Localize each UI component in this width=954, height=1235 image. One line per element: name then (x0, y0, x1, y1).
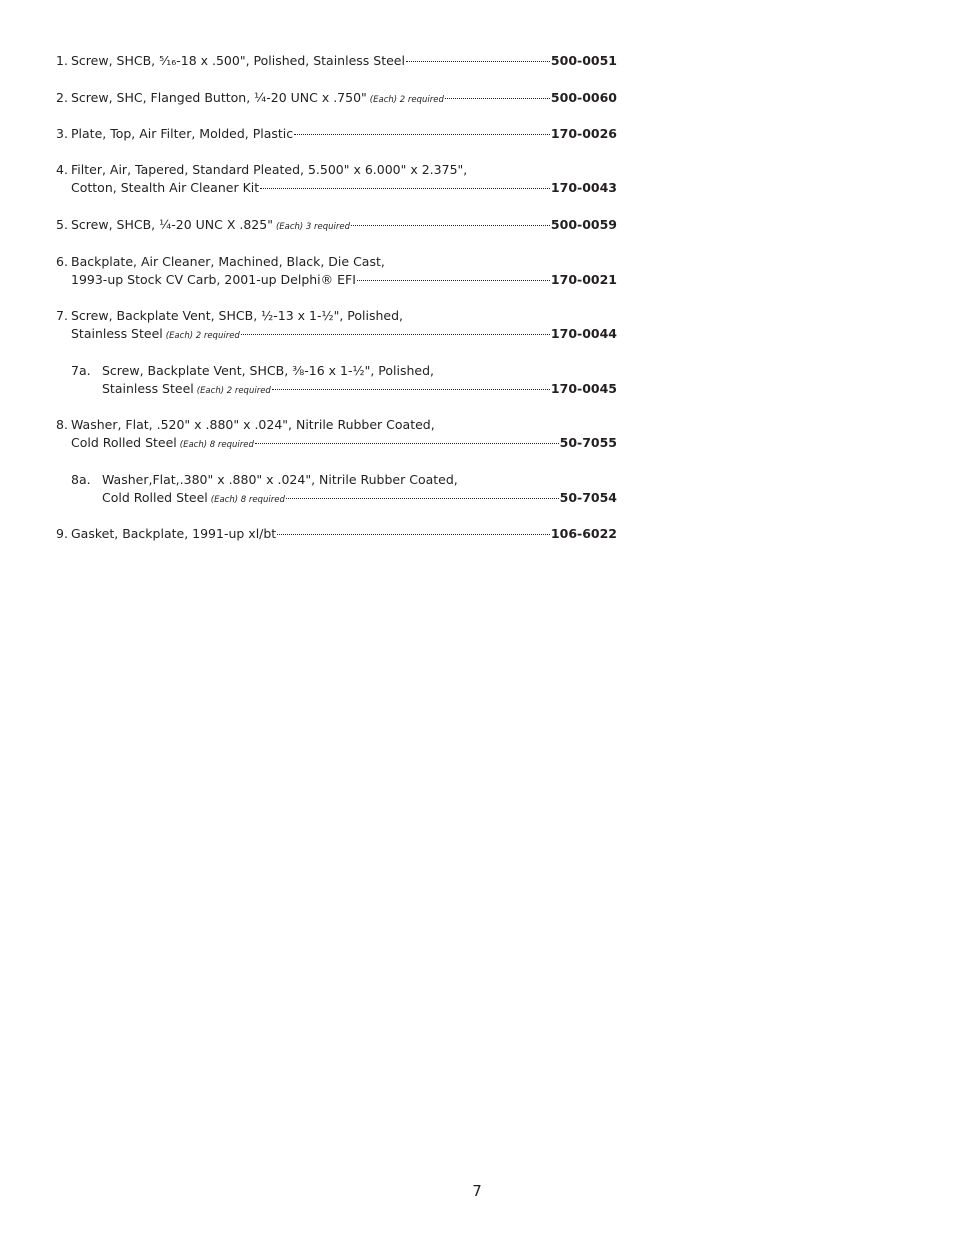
part-index: 2. (56, 90, 68, 105)
part-item (56, 216, 617, 234)
part-quantity-note: (Each) 8 required (179, 440, 254, 450)
dot-leader (260, 188, 550, 189)
part-line (56, 52, 617, 70)
part-description: Filter, Air, Tapered, Standard Pleated, 5.500" x 6.000" x 2.375", (71, 162, 468, 177)
dot-leader (357, 280, 550, 281)
part-line (56, 307, 617, 325)
part-line (56, 471, 617, 489)
part-description: 1993-up Stock CV Carb, 2001-up Delphi® EFI (71, 272, 356, 287)
part-quantity-note: (Each) 2 required (196, 386, 271, 396)
part-index: 7a. (71, 363, 91, 378)
part-description: Washer, Flat, .520" x .880" x .024", Nitrile Rubber Coated, (71, 417, 435, 432)
part-line (56, 525, 617, 543)
part-number: 500-0051 (550, 53, 617, 68)
dot-leader (351, 225, 550, 226)
part-description: Plate, Top, Air Filter, Molded, Plastic (71, 126, 294, 141)
part-item (56, 307, 617, 343)
part-line (56, 380, 617, 398)
part-index: 3. (56, 126, 68, 141)
part-number: 170-0021 (550, 272, 617, 287)
part-number: 170-0026 (550, 126, 617, 141)
part-index: 8a. (71, 472, 91, 487)
part-quantity-note: (Each) 2 required (165, 331, 240, 341)
part-line (56, 179, 617, 197)
part-description: Screw, SHCB, ⁵⁄₁₆-18 x .500", Polished, Stainless Steel (71, 53, 405, 68)
part-number: 106-6022 (550, 526, 617, 541)
part-index: 6. (56, 254, 68, 269)
part-item (56, 89, 617, 107)
part-index: 4. (56, 162, 68, 177)
part-index: 7. (56, 308, 68, 323)
part-item (56, 253, 617, 289)
part-line (56, 125, 617, 143)
dot-leader (445, 98, 550, 99)
part-line (56, 434, 617, 452)
part-description: Screw, Backplate Vent, SHCB, ½-13 x 1-½", Polished, (71, 308, 404, 323)
dot-leader (294, 134, 550, 135)
part-line (56, 416, 617, 434)
part-description: Washer,Flat,.380" x .880" x .024", Nitrile Rubber Coated, (102, 472, 458, 487)
part-description: Stainless Steel (102, 381, 194, 396)
part-description: Cotton, Stealth Air Cleaner Kit (71, 180, 260, 195)
part-quantity-note: (Each) 8 required (210, 495, 285, 505)
dot-leader (241, 334, 550, 335)
part-item (56, 52, 617, 70)
part-number: 500-0060 (550, 90, 617, 105)
part-description: Cold Rolled Steel (102, 490, 208, 505)
part-description: Screw, SHC, Flanged Button, ¼-20 UNC x .750" (71, 90, 367, 105)
dot-leader (255, 443, 559, 444)
part-description: Screw, Backplate Vent, SHCB, ⅜-16 x 1-½", Polished, (102, 363, 435, 378)
part-index: 9. (56, 526, 68, 541)
part-line (56, 253, 617, 271)
part-item (56, 525, 617, 543)
part-description: Backplate, Air Cleaner, Machined, Black, Die Cast, (71, 254, 385, 269)
part-item (56, 471, 617, 507)
part-line (56, 325, 617, 343)
part-number: 170-0044 (550, 326, 617, 341)
part-item (56, 161, 617, 197)
part-description: Gasket, Backplate, 1991-up xl/bt (71, 526, 277, 541)
part-item (56, 362, 617, 398)
part-index: 5. (56, 217, 68, 232)
part-line (56, 271, 617, 289)
dot-leader (272, 389, 550, 390)
part-number: 500-0059 (550, 217, 617, 232)
dot-leader (406, 61, 550, 62)
part-line (56, 89, 617, 107)
part-line (56, 489, 617, 507)
part-number: 50-7055 (559, 435, 617, 450)
part-number: 170-0043 (550, 180, 617, 195)
part-item (56, 416, 617, 452)
part-line (56, 161, 617, 179)
part-quantity-note: (Each) 3 required (275, 222, 351, 232)
part-quantity-note: (Each) 2 required (369, 95, 444, 105)
dot-leader (286, 498, 559, 499)
part-line (56, 362, 617, 380)
part-index: 8. (56, 417, 68, 432)
part-number: 170-0045 (550, 381, 617, 396)
part-number: 50-7054 (559, 490, 617, 505)
part-item (56, 125, 617, 143)
part-description: Cold Rolled Steel (71, 435, 177, 450)
part-line (56, 216, 617, 234)
part-description: Screw, SHCB, ¼-20 UNC X .825" (71, 217, 273, 232)
page-number: 7 (472, 1182, 482, 1200)
part-description: Stainless Steel (71, 326, 163, 341)
dot-leader (277, 534, 550, 535)
part-index: 1. (56, 53, 68, 68)
